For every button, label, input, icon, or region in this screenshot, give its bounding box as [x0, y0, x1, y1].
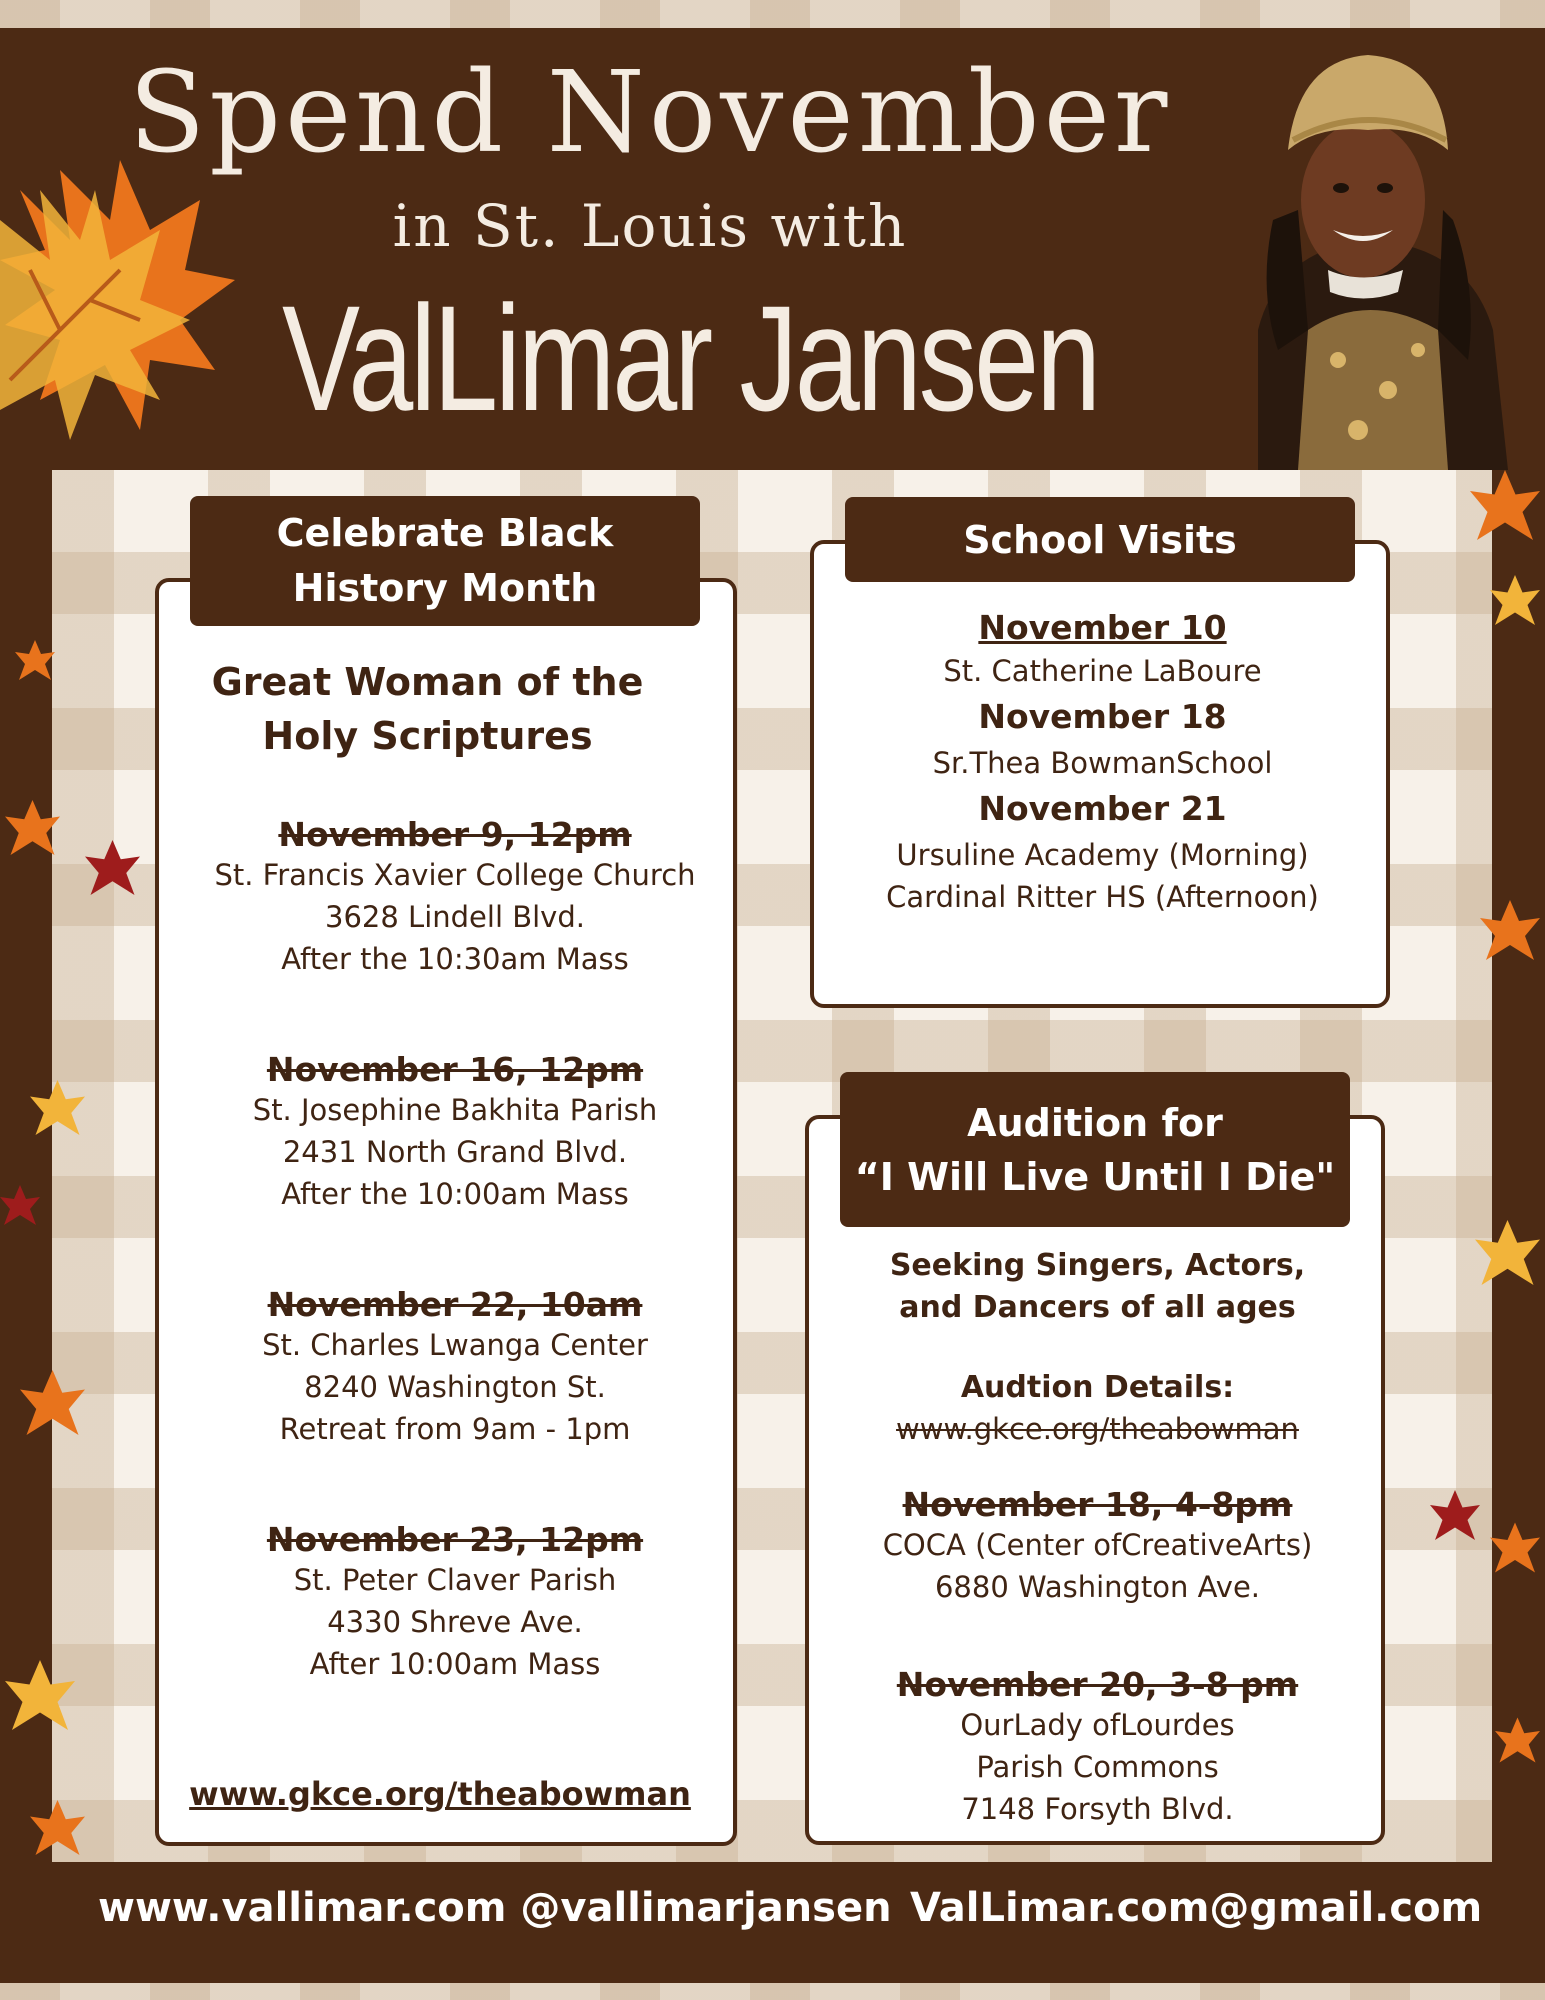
tab-line: History Month [292, 566, 598, 610]
leaf-icon [30, 1080, 85, 1135]
event-note: After the 10:30am Mass [281, 942, 629, 976]
audition-tab [840, 1072, 1350, 1227]
leaf-icon [1490, 1520, 1540, 1575]
event-block [165, 1285, 745, 1450]
visit-date: November 21 [978, 789, 1227, 828]
seeking-line: Seeking Singers, Actors, [889, 1248, 1306, 1283]
visit-date: November 10 [978, 608, 1227, 647]
audition-date: November 20, 3-8 pm [896, 1665, 1299, 1704]
event-location: St. Francis Xavier College Church [214, 858, 696, 892]
event-note: After 10:00am Mass [309, 1647, 601, 1681]
headline-in-st-louis: in St. Louis with [392, 192, 908, 260]
school-visits-tab [845, 497, 1355, 582]
black-history-month-tab [190, 496, 700, 626]
audition-address: 7148 Forsyth Blvd. [961, 1792, 1234, 1826]
audition-location: COCA (Center ofCreativeArts) [882, 1528, 1313, 1562]
headline-spend-november: Spend November [128, 48, 1172, 178]
leaf-icon [1495, 1715, 1540, 1765]
event-address: 3628 Lindell Blvd. [325, 900, 585, 934]
event-location: St. Josephine Bakhita Parish [252, 1093, 658, 1127]
event-date: November 9, 12pm [278, 815, 632, 854]
visit-school: St. Catherine LaBoure [943, 654, 1262, 688]
event-location: St. Charles Lwanga Center [262, 1328, 648, 1362]
audition-date: November 18, 4-8pm [902, 1485, 1293, 1524]
audition-location: OurLady ofLourdes [960, 1708, 1235, 1742]
event-date: November 23, 12pm [266, 1520, 644, 1559]
leaf-icon [15, 640, 55, 680]
event-address: 8240 Washington St. [304, 1370, 606, 1404]
audition-seeking [815, 1245, 1380, 1329]
tab-line: Celebrate Black [276, 511, 614, 555]
card-title-line: Holy Scriptures [262, 714, 593, 758]
school-visit-list [815, 605, 1390, 918]
tab-line: “I Will Live Until I Die" [854, 1154, 1336, 1199]
visit-date: November 18 [978, 697, 1227, 736]
event-block [165, 1520, 745, 1685]
leaf-icon [20, 1370, 85, 1435]
audition-location-detail: Parish Commons [976, 1750, 1219, 1784]
tab-line: Audition for [967, 1100, 1223, 1145]
event-date: November 22, 10am [267, 1285, 643, 1324]
headline-name: ValLimar Jansen [282, 274, 1098, 442]
tab-label: School Visits [963, 517, 1237, 562]
leaf-icon [1430, 1490, 1480, 1540]
audition-event [815, 1665, 1380, 1830]
footer-website-social[interactable]: www.vallimar.com @vallimarjansen [98, 1885, 892, 1931]
event-note: Retreat from 9am - 1pm [279, 1412, 631, 1446]
leaf-icon [5, 1660, 75, 1730]
seeking-line: and Dancers of all ages [899, 1290, 1296, 1325]
audition-address: 6880 Washington Ave. [934, 1570, 1261, 1604]
event-note: After the 10:00am Mass [281, 1177, 629, 1211]
visit-school: Cardinal Ritter HS (Afternoon) [886, 880, 1319, 914]
audition-details-label: Audtion Details: [960, 1370, 1235, 1405]
leaf-icon [1475, 1220, 1540, 1285]
leaf-icon [5, 800, 60, 855]
audition-event [815, 1485, 1380, 1608]
event-address: 2431 North Grand Blvd. [282, 1135, 628, 1169]
event-block [165, 815, 745, 980]
leaf-icon [1470, 470, 1540, 540]
leaf-icon [85, 840, 140, 895]
maple-leaf-icon [0, 150, 240, 440]
leaf-icon [0, 1180, 40, 1230]
card-title [160, 655, 695, 763]
footer-email[interactable]: ValLimar.com@gmail.com [910, 1885, 1483, 1931]
portrait-photo [1218, 30, 1523, 470]
audition-details-link[interactable]: www.gkce.org/theabowman [896, 1412, 1299, 1446]
event-address: 4330 Shreve Ave. [327, 1605, 583, 1639]
event-date: November 16, 12pm [266, 1050, 644, 1089]
event-block [165, 1050, 745, 1215]
visit-school: Sr.Thea BowmanSchool [932, 746, 1273, 780]
leaf-icon [1480, 900, 1540, 960]
card-title-line: Great Woman of the [211, 660, 644, 704]
leaf-icon [30, 1800, 85, 1855]
visit-school: Ursuline Academy (Morning) [896, 838, 1309, 872]
leaf-icon [1490, 560, 1540, 640]
event-location: St. Peter Claver Parish [293, 1563, 617, 1597]
website-link[interactable]: www.gkce.org/theabowman [189, 1775, 691, 1813]
